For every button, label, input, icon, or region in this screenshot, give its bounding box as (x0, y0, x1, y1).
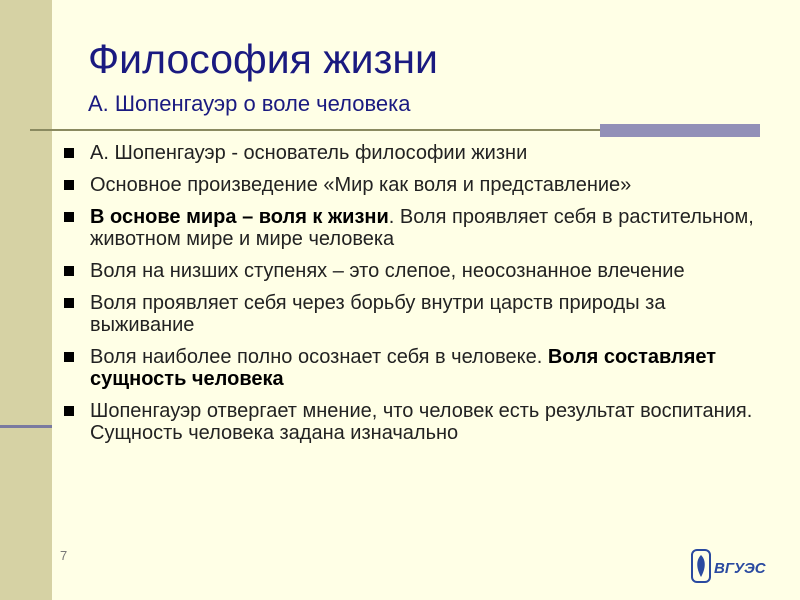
bullet-text: Шопенгауэр отвергает мнение, что человек есть результат воспитания. Сущность человека задана изначально (90, 400, 753, 444)
bullet-text: А. Шопенгауэр - основатель философии жизни (90, 142, 528, 164)
title-divider-line (30, 129, 600, 131)
slide-number: 7 (60, 548, 68, 563)
bullet-square-icon (64, 212, 74, 222)
slide-title: Философия жизни (88, 36, 438, 82)
bullet-item (64, 400, 764, 444)
bullet-square-icon (64, 266, 74, 276)
side-divider-line (0, 425, 52, 428)
bullet-square-icon (64, 148, 74, 158)
bullet-text: . Воля проявляет себя в растительном, животном мире и мире человека (90, 206, 754, 250)
bullet-item (64, 292, 764, 336)
bullet-item (64, 142, 764, 164)
bullet-item (64, 206, 764, 250)
bullet-item (64, 260, 764, 282)
bullet-text-bold: Воля составляет сущность человека (90, 346, 717, 390)
bullet-item (64, 174, 764, 196)
bullet-item (64, 346, 764, 390)
bullet-list (64, 142, 764, 454)
bullet-text: Воля наиболее полно осознает себя в человеке. (90, 346, 548, 368)
bullet-square-icon (64, 180, 74, 190)
title-accent-bar (600, 124, 760, 137)
logo-text: ВГУЭС (714, 560, 766, 577)
logo-emblem-icon (692, 550, 710, 582)
bullet-square-icon (64, 298, 74, 308)
bullet-text: Основное произведение «Мир как воля и представление» (90, 174, 632, 196)
bullet-square-icon (64, 406, 74, 416)
bullet-text: Воля на низших ступенях – это слепое, неосознанное влечение (90, 260, 685, 282)
bullet-text-bold: В основе мира – воля к жизни (90, 206, 389, 228)
side-decoration-bar (0, 0, 52, 600)
university-logo (690, 546, 780, 586)
slide-subtitle: А. Шопенгауэр о воле человека (88, 91, 411, 116)
bullet-text: Воля проявляет себя через борьбу внутри царств природы за выживание (90, 292, 666, 336)
bullet-square-icon (64, 352, 74, 362)
